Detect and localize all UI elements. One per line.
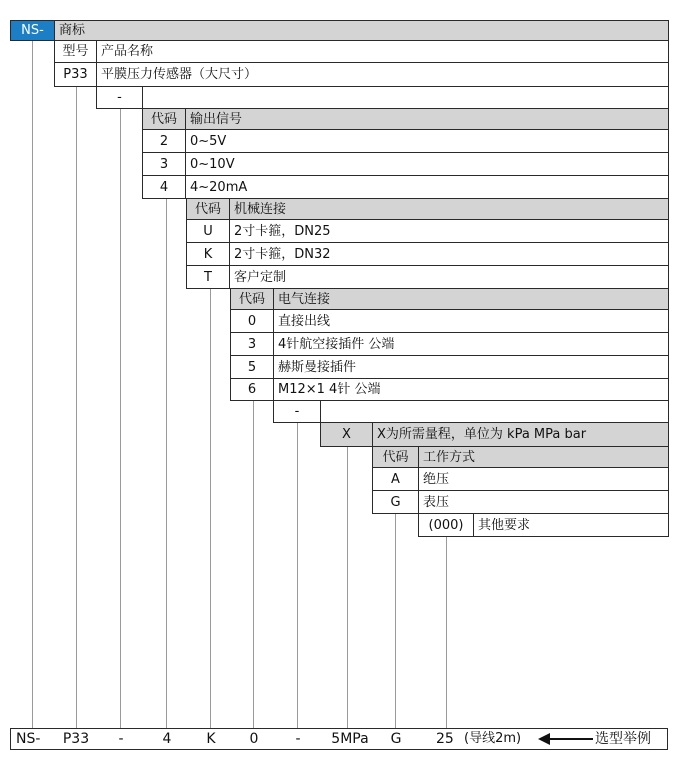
model-header: 型号 (54, 40, 97, 63)
brand-header: 商标 (54, 20, 669, 41)
prefix-badge: NS- (10, 20, 55, 41)
mechanical-code: K (186, 242, 230, 266)
electrical-code: 6 (230, 378, 274, 401)
example-item: 25 (436, 731, 454, 747)
connector-line-other (446, 536, 447, 728)
mechanical-code: T (186, 265, 230, 289)
example-item: - (118, 731, 124, 747)
connector-line-model (76, 86, 77, 728)
separator-dash-2: - (273, 400, 321, 423)
example-item: NS- (16, 731, 41, 747)
mechanical-desc: 2寸卡箍，DN25 (229, 219, 669, 243)
electrical-desc: 赫斯曼接插件 (273, 355, 669, 379)
separator-dash-1: - (96, 86, 143, 109)
connector-line-mode (395, 513, 396, 728)
mode-code: A (372, 467, 419, 491)
output-desc: 0~5V (185, 129, 669, 153)
output-desc: 4~20mA (185, 175, 669, 199)
electrical-title: 电气连接 (273, 288, 669, 310)
other-code: (000) (418, 513, 474, 537)
electrical-code: 3 (230, 332, 274, 356)
mode-title: 工作方式 (418, 446, 669, 468)
example-item: (导线2m) (464, 731, 522, 746)
model-code: P33 (54, 62, 97, 87)
left-arrow-icon (538, 731, 594, 747)
connector-line-electrical (253, 400, 254, 728)
output-title: 输出信号 (185, 108, 669, 130)
mechanical-desc: 2寸卡箍，DN32 (229, 242, 669, 266)
example-item: K (206, 731, 216, 747)
mechanical-title: 机械连接 (229, 198, 669, 220)
output-code: 2 (142, 129, 186, 153)
example-label: 选型举例 (595, 731, 651, 747)
output-code: 3 (142, 152, 186, 176)
example-item: G (390, 731, 402, 747)
range-code: X (320, 422, 373, 447)
product-name: 平膜压力传感器（大尺寸） (96, 62, 669, 87)
connector-line-mechanical (210, 288, 211, 728)
connector-line-range (347, 446, 348, 728)
example-item: 0 (249, 731, 259, 747)
electrical-desc: 直接出线 (273, 309, 669, 333)
connector-line-dash2 (297, 422, 298, 728)
mode-desc: 表压 (418, 490, 669, 514)
mechanical-code-header: 代码 (186, 198, 230, 220)
mode-desc: 绝压 (418, 467, 669, 491)
output-code: 4 (142, 175, 186, 199)
example-item: 5MPa (331, 731, 369, 747)
connector-line-prefix (32, 40, 33, 728)
connector-line-output (166, 198, 167, 728)
other-desc: 其他要求 (473, 513, 669, 537)
mechanical-desc: 客户定制 (229, 265, 669, 289)
output-desc: 0~10V (185, 152, 669, 176)
example-item: 4 (162, 731, 172, 747)
example-item: - (295, 731, 301, 747)
mode-code: G (372, 490, 419, 514)
connector-line-dash1 (120, 108, 121, 728)
example-item: P33 (62, 731, 90, 747)
product-header: 产品名称 (96, 40, 669, 63)
separator-row-1 (142, 86, 669, 109)
output-code-header: 代码 (142, 108, 186, 130)
separator-row-2 (320, 400, 669, 423)
mode-code-header: 代码 (372, 446, 419, 468)
electrical-code-header: 代码 (230, 288, 274, 310)
electrical-desc: 4针航空接插件 公端 (273, 332, 669, 356)
mechanical-code: U (186, 219, 230, 243)
electrical-desc: M12×1 4针 公端 (273, 378, 669, 401)
electrical-code: 0 (230, 309, 274, 333)
range-desc: X为所需量程，单位为 kPa MPa bar (372, 422, 669, 447)
electrical-code: 5 (230, 355, 274, 379)
